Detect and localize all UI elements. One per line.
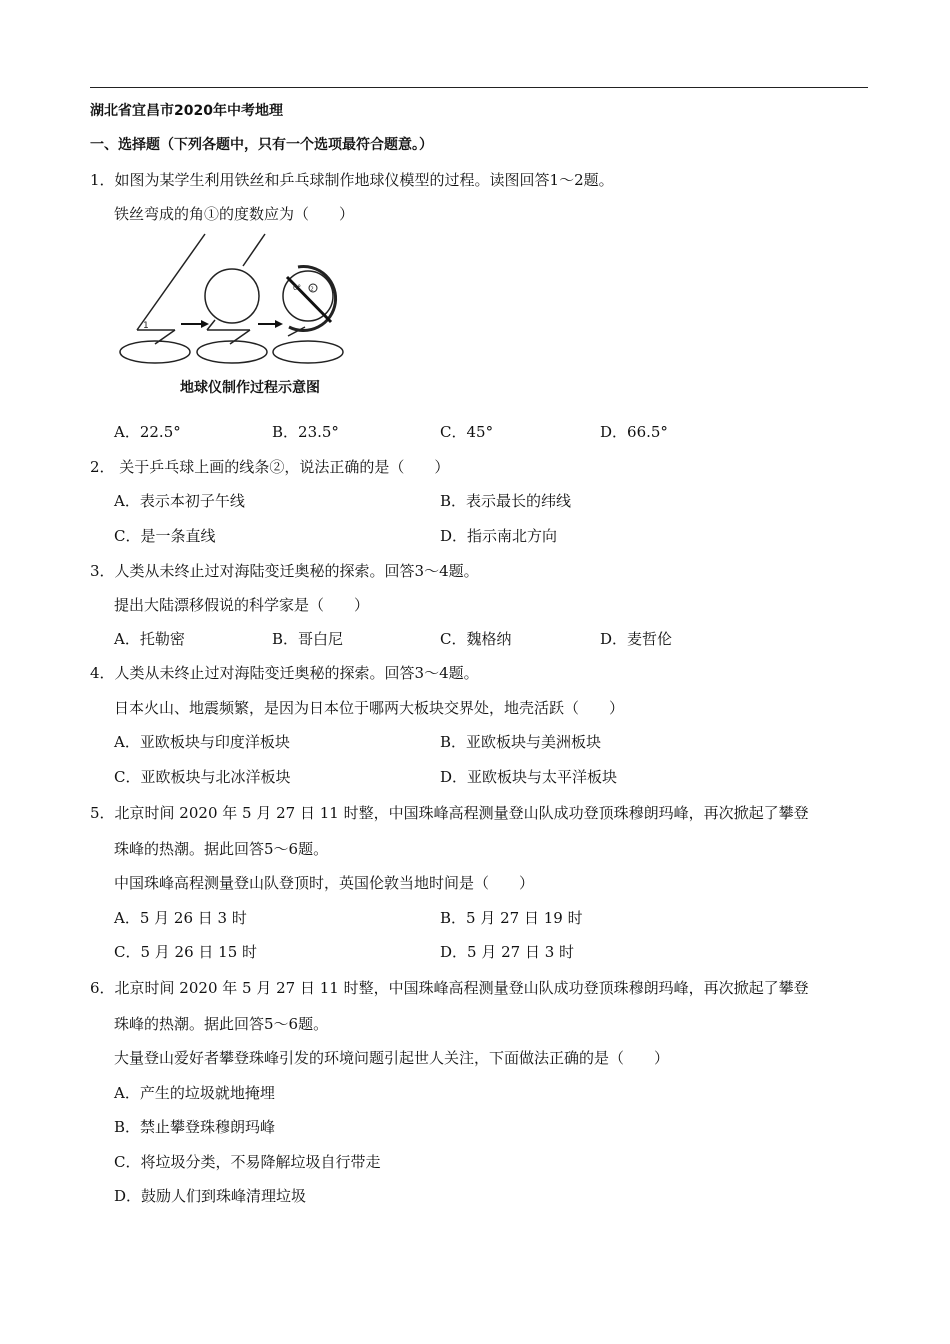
option-b: B．5 月 27 日 19 时: [440, 909, 583, 927]
question-stem-cont: 珠峰的热潮。据此回答5～6题。: [114, 840, 329, 858]
svg-text:0°: 0°: [293, 284, 301, 292]
option-b: B．23.5°: [272, 423, 339, 441]
option-d: D．鼓励人们到珠峰清理垃圾: [114, 1187, 307, 1205]
question-stem: 4．人类从未终止过对海陆变迁奥秘的探索。回答3～4题。: [90, 664, 479, 682]
option-d: D．5 月 27 日 3 时: [440, 943, 575, 961]
question-sub: 提出大陆漂移假说的科学家是（ ）: [114, 596, 370, 614]
option-d: D．指示南北方向: [440, 527, 558, 545]
option-a: A．表示本初子午线: [114, 492, 245, 510]
wire-line: [137, 234, 205, 330]
question-stem: 2． 关于乒乓球上画的线条②，说法正确的是（ ）: [90, 458, 450, 476]
question-sub: 日本火山、地震频繁，是因为日本位于哪两大板块交界处，地壳活跃（ ）: [114, 699, 625, 717]
question-stem: 5．北京时间 2020 年 5 月 27 日 11 时整，中国珠峰高程测量登山队成功登顶珠穆朗玛峰，再次掀起了攀登: [90, 804, 809, 822]
option-a: A．产生的垃圾就地掩埋: [114, 1084, 275, 1102]
option-d: D．亚欧板块与太平洋板块: [440, 768, 618, 786]
stand-base: [120, 341, 190, 363]
ball-shape: [205, 269, 259, 323]
option-c: C．是一条直线: [114, 527, 216, 545]
option-b: B．哥白尼: [272, 630, 344, 648]
svg-text:2: 2: [310, 286, 314, 293]
figure-caption: 地球仪制作过程示意图: [180, 380, 320, 396]
option-a: A．22.5°: [114, 423, 181, 441]
option-b: B．亚欧板块与美洲板块: [440, 733, 602, 751]
option-b: B．禁止攀登珠穆朗玛峰: [114, 1118, 276, 1136]
question-stem-cont: 珠峰的热潮。据此回答5～6题。: [114, 1015, 329, 1033]
option-b: B．表示最长的纬线: [440, 492, 572, 510]
option-c: C．亚欧板块与北冰洋板块: [114, 768, 291, 786]
option-d: D．麦哲伦: [600, 630, 673, 648]
question-stem: 6．北京时间 2020 年 5 月 27 日 11 时整，中国珠峰高程测量登山队成功登顶珠穆朗玛峰，再次掀起了攀登: [90, 979, 809, 997]
option-c: C．5 月 26 日 15 时: [114, 943, 258, 961]
question-stem: 1．如图为某学生利用铁丝和乒乓球制作地球仪模型的过程。读图回答1～2题。: [90, 171, 614, 189]
section-heading: 一、选择题（下列各题中，只有一个选项最符合题意。）: [90, 137, 433, 153]
option-a: A．托勒密: [114, 630, 185, 648]
question-sub: 中国珠峰高程测量登山队登顶时，英国伦敦当地时间是（ ）: [114, 874, 535, 892]
doc-title: 湖北省宜昌市2020年中考地理: [90, 103, 283, 119]
option-c: C．45°: [440, 423, 494, 441]
question-sub: 大量登山爱好者攀登珠峰引发的环境问题引起世人关注，下面做法正确的是（ ）: [114, 1049, 670, 1067]
angle-label: 1: [143, 321, 149, 331]
question-stem: 3．人类从未终止过对海陆变迁奥秘的探索。回答3～4题。: [90, 562, 479, 580]
header-rule: [90, 87, 868, 88]
option-c: C．魏格纳: [440, 630, 512, 648]
option-c: C．将垃圾分类，不易降解垃圾自行带走: [114, 1153, 381, 1171]
question-sub: 铁丝弯成的角①的度数应为（ ）: [114, 205, 355, 223]
option-d: D．66.5°: [600, 423, 668, 441]
option-a: A．5 月 26 日 3 时: [114, 909, 247, 927]
globe-making-figure: [115, 232, 355, 402]
option-a: A．亚欧板块与印度洋板块: [114, 733, 290, 751]
